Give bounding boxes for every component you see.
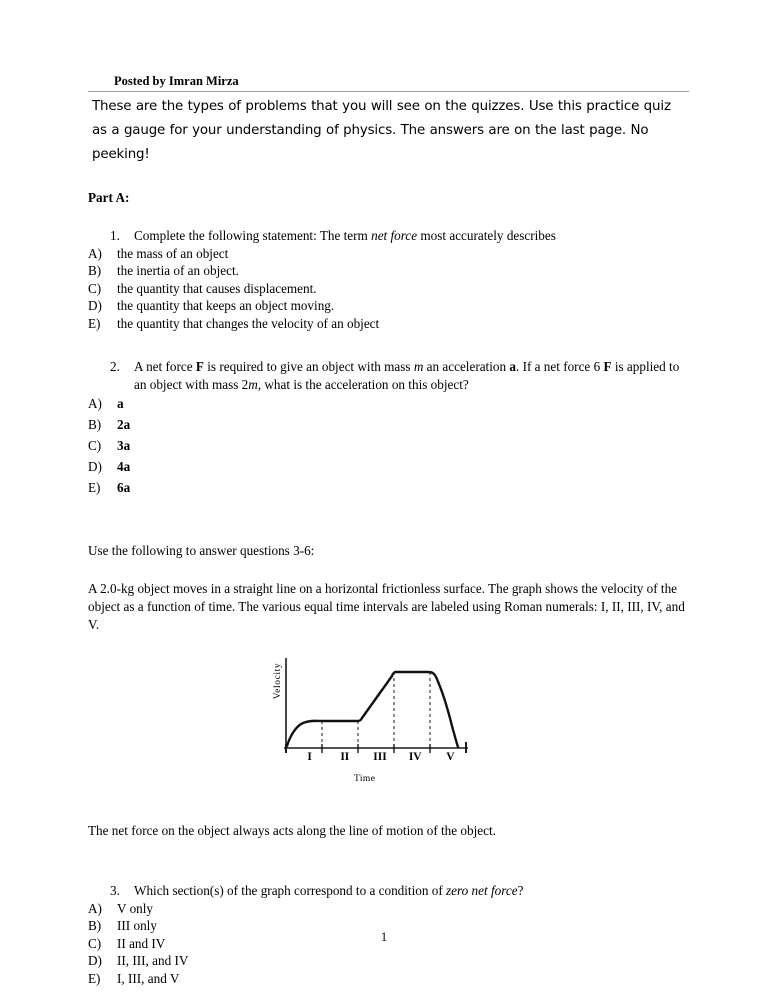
choice-3a-text: V only <box>117 900 154 916</box>
choice-1c-text: the quantity that causes displacement. <box>117 280 317 296</box>
choice-2d-text: 4a <box>117 459 131 474</box>
choice-2b[interactable] <box>88 414 692 435</box>
choice-2d-letter: D) <box>88 459 102 474</box>
choice-3c-letter: C) <box>88 935 102 951</box>
choice-2c-text: 3a <box>117 438 131 453</box>
question-2 <box>88 358 692 498</box>
q3-stem-part2: ? <box>517 883 524 898</box>
header-divider <box>88 91 689 92</box>
choice-1d-text: the quantity that keeps an object moving. <box>117 298 335 313</box>
q2-force-symbol: F <box>195 359 204 374</box>
question-3-text <box>134 882 692 900</box>
choice-1a-text: the mass of an object <box>117 245 229 261</box>
choice-1b[interactable] <box>88 262 692 280</box>
section-label-iii: III <box>373 751 387 763</box>
question-3-stem <box>110 882 692 900</box>
choice-3e[interactable] <box>88 970 692 988</box>
question-2-text <box>134 358 692 393</box>
q2-accel-symbol: a <box>509 359 516 374</box>
q2-d: . If a net force 6 <box>515 359 601 374</box>
question-3-number: 3. <box>110 883 120 898</box>
graph-inner <box>273 658 476 784</box>
choice-1d[interactable] <box>88 297 692 315</box>
velocity-time-graph <box>88 658 692 798</box>
part-a-heading: Part A: <box>88 190 130 205</box>
question-2-stem <box>110 358 692 393</box>
y-axis-label: Velocity <box>273 662 284 700</box>
passage-description-line3: Roman numerals: I, II, III, IV, and V. <box>88 599 685 632</box>
choice-1a-letter: A) <box>88 245 102 261</box>
section-label-ii: II <box>340 751 350 763</box>
question-2-number: 2. <box>110 359 120 374</box>
choice-3e-letter: E) <box>88 970 101 986</box>
choice-2a-letter: A) <box>88 396 102 411</box>
question-1-number: 1. <box>110 228 120 243</box>
intro-paragraph: These are the types of problems that you will see on the quizzes. Use this practice quiz as a gauge for your understanding of physics. The answers are on the last page. No peeking! <box>92 99 671 162</box>
q1-stem-part1: Complete the following statement: The term <box>134 228 372 243</box>
choice-1b-letter: B) <box>88 263 102 278</box>
question-1-text <box>134 227 692 245</box>
choice-2e-letter: E) <box>88 480 101 495</box>
section-label-v: V <box>446 751 455 763</box>
section-label-iv: IV <box>408 751 422 763</box>
post-graph-statement: The net force on the object always acts along the line of motion of the object. <box>88 823 496 838</box>
q1-stem-part2: most accurately describes <box>417 228 556 243</box>
passage-description-line2: velocity of the object as a function of time. The various equal time intervals are labeled using <box>88 581 678 614</box>
choice-1e[interactable] <box>88 315 692 333</box>
question-2-choices <box>88 393 692 498</box>
choice-2e-text: 6a <box>117 480 131 495</box>
choice-3b-text: III only <box>117 918 157 933</box>
q2-mass-symbol-2: m <box>248 376 258 392</box>
choice-3a-letter: A) <box>88 900 102 916</box>
choice-1d-letter: D) <box>88 298 102 313</box>
choice-3b-letter: B) <box>88 918 102 933</box>
section-labels <box>292 751 468 763</box>
q2-force-symbol-2: F <box>603 359 612 374</box>
choice-1b-text: the inertia of an object. <box>117 263 239 278</box>
choice-2c-letter: C) <box>88 438 102 453</box>
choice-1a[interactable] <box>88 245 692 263</box>
q1-stem-italic: net force <box>371 228 418 243</box>
q3-stem-part1: Which section(s) of the graph correspond to a condition of <box>134 883 447 898</box>
choice-2c[interactable] <box>88 435 692 456</box>
choice-3c-text: II and IV <box>117 935 166 951</box>
question-1-choices <box>88 245 692 333</box>
x-axis-label: Time <box>354 774 376 784</box>
choice-1e-text: the quantity that changes the velocity of an object <box>117 315 380 331</box>
choice-2b-text: 2a <box>117 417 131 432</box>
choice-3a[interactable] <box>88 900 692 918</box>
choice-1e-letter: E) <box>88 315 101 331</box>
section-label-i: I <box>307 751 312 763</box>
q2-e: is applied to an object with mass 2 <box>134 359 680 392</box>
choice-2e[interactable] <box>88 477 692 498</box>
choice-1c-letter: C) <box>88 280 102 296</box>
velocity-curve <box>287 672 458 747</box>
q2-a: A net force <box>134 359 196 374</box>
question-1-stem <box>110 227 692 245</box>
passage-description-line1: A 2.0-kg object moves in a straight line on a horizontal frictionless surface. The graph shows the <box>88 581 598 596</box>
graph-svg <box>276 658 476 758</box>
passage-description <box>88 580 686 634</box>
q3-stem-italic: zero net force <box>446 883 518 898</box>
q2-b: is required to give an object with mass <box>203 359 414 374</box>
q2-f: , what is the acceleration on this object? <box>257 376 469 392</box>
choice-3d[interactable] <box>88 952 692 970</box>
choice-3d-letter: D) <box>88 953 102 968</box>
q2-c: an acceleration <box>423 359 510 374</box>
passage-instruction: Use the following to answer questions 3-6: <box>88 543 315 558</box>
q2-mass-symbol: m <box>413 359 424 374</box>
posted-by-line: Posted by Imran Mirza <box>114 74 239 88</box>
choice-2a-text: a <box>117 396 124 411</box>
choice-3e-text: I, III, and V <box>117 970 180 986</box>
document-content <box>88 74 692 987</box>
choice-3d-text: II, III, and IV <box>117 953 189 968</box>
page-number: 1 <box>380 930 388 944</box>
question-1 <box>88 227 692 332</box>
choice-2a[interactable] <box>88 393 692 414</box>
choice-2d[interactable] <box>88 456 692 477</box>
choice-1c[interactable] <box>88 280 692 298</box>
choice-2b-letter: B) <box>88 417 102 432</box>
